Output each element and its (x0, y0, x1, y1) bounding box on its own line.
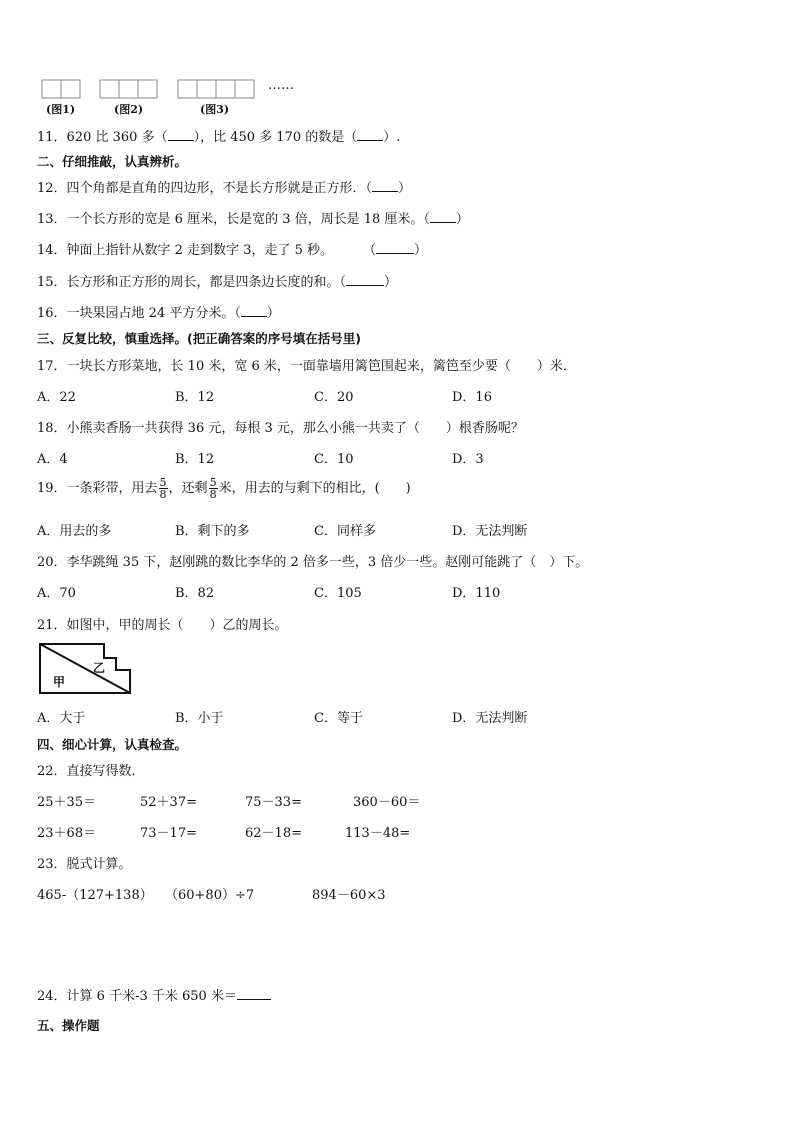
q14-text-b: （ (363, 243, 377, 258)
figure-2-caption: (图2) (114, 103, 144, 116)
figure-1-caption: (图1) (46, 103, 76, 116)
figure-3-squares (178, 80, 254, 98)
q21-figure (38, 642, 134, 696)
q18-option-b[interactable]: B．12 (175, 452, 215, 467)
q20-option-c[interactable]: C．105 (314, 586, 362, 601)
q13-text-a: 13．一个长方形的宽是 6 厘米，长是宽的 3 倍，周长是 18 厘米。（ (37, 212, 430, 227)
figure-2-squares (100, 80, 157, 98)
q22-r2-item-2: 73－17= (140, 826, 197, 841)
q24-text: 24．计算 6 千米-3 千米 650 米＝ (37, 989, 237, 1004)
q23-item-2: （60+80）÷7 (165, 888, 255, 903)
q11-blank-2[interactable] (357, 128, 383, 141)
q17-option-b[interactable]: B．12 (175, 390, 215, 405)
figure-ellipsis: …… (268, 78, 294, 93)
question-23: 23．脱式计算。 (37, 857, 132, 872)
q22-r1-item-2: 52＋37= (140, 795, 197, 810)
q19-text-b: ，还剩 (168, 481, 208, 496)
q19-option-c[interactable]: C．同样多 (314, 524, 376, 539)
q19-fraction-2 (209, 477, 218, 500)
section-4-heading: 四、细心计算，认真检查。 (37, 737, 188, 752)
figure-3-caption: (图3) (200, 103, 230, 116)
q19-fraction-2-denominator: 8 (209, 488, 217, 501)
question-19 (37, 477, 411, 500)
q18-option-a[interactable]: A．4 (37, 452, 68, 467)
q16-text-a: 16．一块果园占地 24 平方分米。（ (37, 306, 241, 321)
figure-1-squares (42, 80, 80, 98)
q19-option-a[interactable]: A．用去的多 (37, 524, 112, 539)
q11-text-b: ），比 450 多 170 的数是（ (193, 130, 358, 145)
question-14 (37, 239, 427, 258)
q21-option-a[interactable]: A．大于 (37, 711, 86, 726)
question-17: 17．一块长方形菜地，长 10 米，宽 6 米，一面靠墙用篱笆围起来，篱笆至少要（ ）米． (37, 359, 576, 374)
q19-option-d[interactable]: D．无法判断 (452, 524, 528, 539)
q14-text-c: ） (414, 243, 428, 258)
q16-blank[interactable] (241, 304, 267, 317)
q19-fraction-1 (159, 477, 168, 500)
q11-blank-1[interactable] (168, 128, 194, 141)
q19-fraction-1-denominator: 8 (159, 488, 167, 501)
squares-figure-row (40, 78, 280, 100)
q18-option-d[interactable]: D．3 (452, 452, 484, 467)
q24-blank[interactable] (237, 987, 271, 1000)
question-13 (37, 208, 469, 227)
q22-r2-item-1: 23＋68＝ (37, 826, 97, 841)
question-12 (37, 177, 411, 196)
question-24 (37, 985, 271, 1004)
q15-text-b: ） (384, 275, 398, 290)
q19-option-b[interactable]: B．剩下的多 (175, 524, 250, 539)
q23-item-3: 894－60×3 (312, 888, 386, 903)
section-5-heading: 五、操作题 (37, 1018, 100, 1033)
q22-r1-item-1: 25＋35＝ (37, 795, 97, 810)
q18-option-c[interactable]: C．10 (314, 452, 354, 467)
question-15 (37, 271, 397, 290)
q22-r1-item-4: 360－60＝ (353, 795, 421, 810)
q15-text-a: 15．长方形和正方形的周长，都是四条边长度的和。（ (37, 275, 347, 290)
q19-text-a: 19．一条彩带，用去 (37, 481, 158, 496)
q14-text-a: 14．钟面上指针从数字 2 走到数字 3，走了 5 秒。 (37, 243, 334, 258)
question-11 (37, 126, 400, 145)
q20-option-d[interactable]: D．110 (452, 586, 501, 601)
q19-fraction-1-numerator: 5 (159, 476, 167, 489)
q11-text-c: ）. (383, 130, 401, 145)
section-2-heading: 二、仔细推敲，认真辨析。 (37, 154, 188, 169)
q20-option-b[interactable]: B．82 (175, 586, 215, 601)
q15-blank[interactable] (346, 273, 384, 286)
q12-text-b: ） (398, 181, 412, 196)
q23-item-1: 465-（127+138） (37, 888, 153, 903)
q22-r2-item-4: 113－48= (345, 826, 411, 841)
q20-option-a[interactable]: A．70 (37, 586, 76, 601)
question-21: 21．如图中，甲的周长（ ）乙的周长。 (37, 618, 288, 633)
question-18: 18．小熊卖香肠一共获得 36 元，每根 3 元，那么小熊一共卖了（ ）根香肠呢？ (37, 421, 524, 436)
q21-label-jia: 甲 (53, 675, 66, 689)
q13-text-b: ） (455, 212, 469, 227)
q17-option-c[interactable]: C．20 (314, 390, 354, 405)
q16-text-b: ） (266, 306, 280, 321)
q19-text-c: 米，用去的与剩下的相比，( ) (218, 481, 411, 496)
q21-option-b[interactable]: B．小于 (175, 711, 224, 726)
q11-text-a: 11．620 比 360 多（ (37, 130, 168, 145)
q21-option-d[interactable]: D．无法判断 (452, 711, 528, 726)
q13-blank[interactable] (430, 210, 456, 223)
q22-r1-item-3: 75－33= (245, 795, 302, 810)
q22-r2-item-3: 62－18= (245, 826, 302, 841)
q21-option-c[interactable]: C．等于 (314, 711, 363, 726)
section-3-heading: 三、反复比较，慎重选择。(把正确答案的序号填在括号里) (37, 331, 361, 346)
question-16 (37, 302, 280, 321)
q17-option-d[interactable]: D．16 (452, 390, 492, 405)
q17-option-a[interactable]: A．22 (37, 390, 76, 405)
q19-fraction-2-numerator: 5 (209, 476, 217, 489)
q21-label-yi: 乙 (93, 661, 106, 675)
q12-text-a: 12．四个角都是直角的四边形，不是长方形就是正方形．（ (37, 181, 373, 196)
q12-blank[interactable] (372, 179, 398, 192)
q14-blank[interactable] (376, 241, 414, 254)
question-22: 22．直接写得数． (37, 764, 145, 779)
question-20: 20．李华跳绳 35 下，赵刚跳的数比李华的 2 倍多一些，3 倍少一些。赵刚可能跳了（ ）下。 (37, 555, 589, 570)
